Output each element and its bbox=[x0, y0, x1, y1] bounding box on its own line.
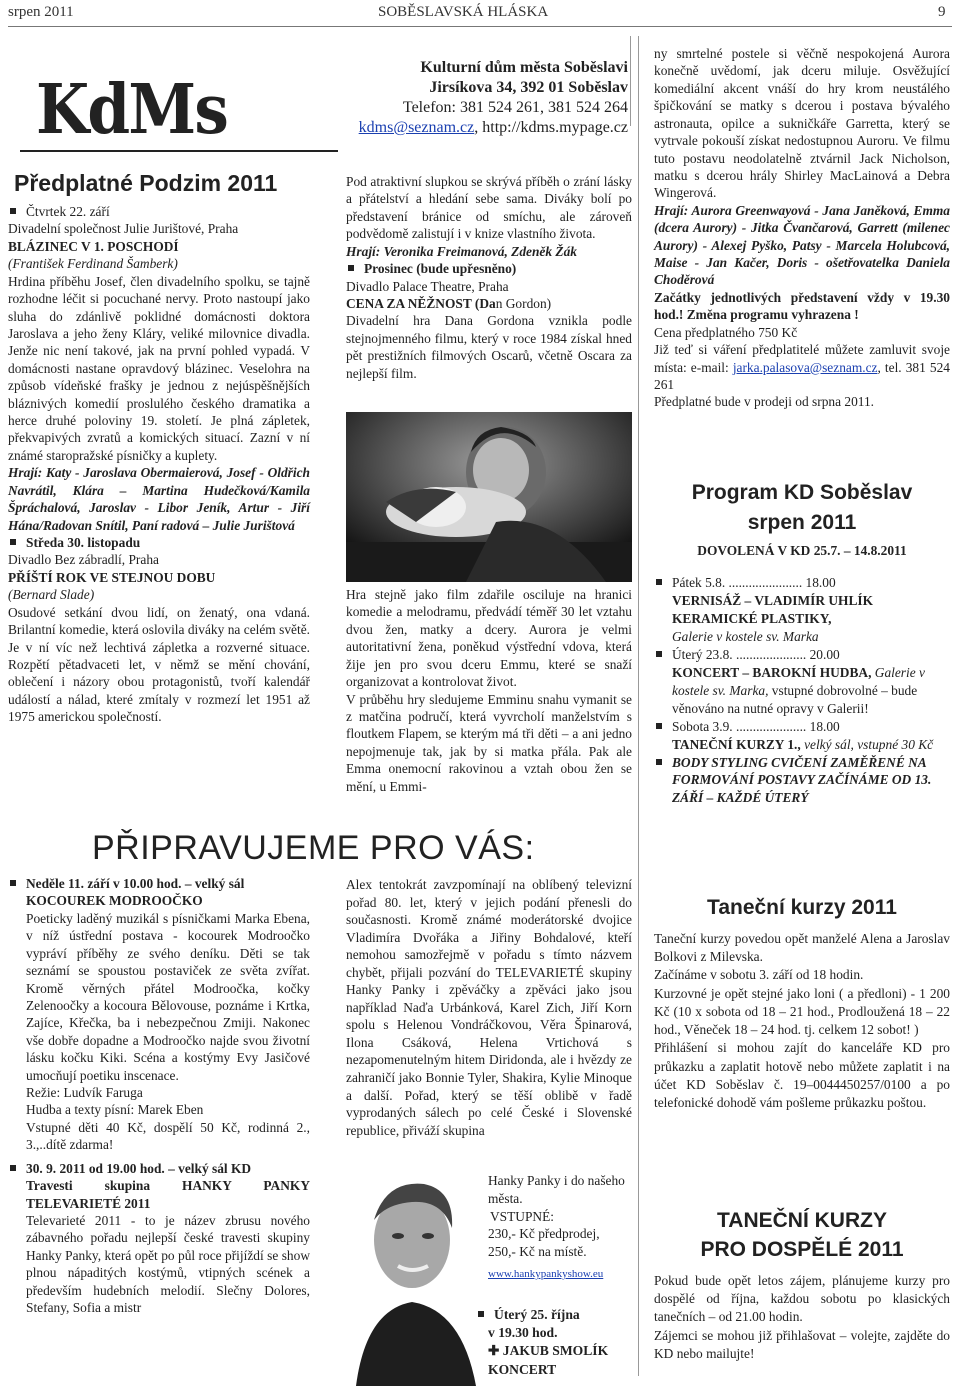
event2-venue: Divadlo Bez zábradlí, Praha bbox=[8, 552, 159, 568]
event-smolik bbox=[476, 1306, 636, 1379]
program-title bbox=[654, 478, 950, 539]
predplatne-col3 bbox=[654, 45, 950, 411]
header-rule bbox=[8, 26, 952, 27]
hankypanky-tickets bbox=[488, 1172, 634, 1282]
kdm-email-link[interactable]: kdms@seznam.cz bbox=[358, 119, 475, 136]
event-smolik-time: v 19.30 hod. bbox=[488, 1325, 558, 1341]
tanecni-p4: Přihlášení si mohou zajít do kanceláře KD pro průkazku a zaplatit hotově nebo můžete zaplatit i na účet KD Soběslav č. 19–0044450257/0100 a po telefonické dohodě vám pošleme průkazku poštou. bbox=[654, 1040, 950, 1110]
predplatne-reserve bbox=[654, 341, 950, 393]
event1-cast: Hrají: Katy - Jaroslava Obermaierová, Josef - Oldřich Navrátil, Klára – Martina Hudečková/Kamila Špráchalová, Jaroslav - Libor Jeník, Artur - Jiří Hána/Radovan Snítil, Paní radová – Julie Jurištová bbox=[8, 465, 310, 533]
program-list bbox=[654, 574, 950, 807]
kdm-address: Jirsíkova 34, 392 01 Soběslav bbox=[429, 79, 628, 96]
tanecni-dospeli-text bbox=[654, 1272, 950, 1363]
event3-story2: V průběhu hry sledujeme Emminu snahu vymanit se z matčina područí, která vyvrcholí manželstvím s floutkem Flapem, se kterým má tři děti – a ani jedno nepojmenuje tak, jak by si matka přála. Pak ale Emma onemocní rakovinou a vztah obou žen se mění, u Emmi- bbox=[346, 691, 632, 794]
event1-text: Hrdina příběhu Josef, člen divadelního spolku, se tajně rozhodne léčit si pocuchané nervy. Proto nastoupí jako sluha do zdánlivě poklidné domácnosti doktora Jaroslava a jeho ženy Kláry, veliké milovnice divadla. Jenže nic není takové, jak na první pohled vypadá. V domácnosti nastane opravdový blázinec. Veselohra na způsob vídeňské frašky je jednou z nejúspěšnějších bláznivých komedií proslulého českého dramatika a herce druhé poloviny 19. století. Je plná zápletek, překvapivých zvratů a komických situací. Zazní v ní známé staropražské písničky a kuplety. bbox=[8, 273, 310, 463]
predplatne-tel: , tel. 381 524 261 bbox=[654, 359, 950, 393]
event3-story: Hra stejně jako film zdařile osciluje na hranici komedie a melodramu, předvádí téměř 30 let vztahu dvou žen, matky a dcery. Aurora je velmi autoritativní žena, poněkud výstřední vdova, která žije jen pro svou dceru Emmu, které se snaží organizovat a kontrolovat život. bbox=[346, 587, 632, 690]
program-item1-date: Pátek 5.8. ...................... 18.00 bbox=[654, 574, 950, 592]
event-hankypanky-price1: 230,- Kč předprodej, bbox=[488, 1226, 600, 1242]
event2-play: PŘÍŠTÍ ROK VE STEJNOU DOBU bbox=[8, 569, 216, 585]
event-hankypanky-date: 30. 9. 2011 od 19.00 hod. – velký sál KD bbox=[8, 1160, 310, 1177]
header-paper-title: SOBĚSLAVSKÁ HLÁSKA bbox=[378, 4, 549, 20]
program-item3-note: velký sál, vstupné 30 Kč bbox=[804, 736, 934, 752]
tanecni-dospeli-title bbox=[654, 1206, 950, 1265]
event3-venue: Divadlo Palace Theatre, Praha bbox=[346, 278, 509, 294]
tanecni-p3: Kurzovné je opět stejné jako loni ( a předloni) - 1 200 Kč (10 x sobota od 18 – 21 hod., Prodloužená 18 – 22 hod., Věneček 18 – 24 hod. tj. celkem 12 sobot! ) bbox=[654, 985, 950, 1038]
event-hankypanky-title: Travesti skupina HANKY PANKY TELEVARIETÉ 2011 bbox=[26, 1178, 310, 1211]
kdm-contact bbox=[270, 58, 628, 138]
event1-venue: Divadelní společnost Julie Jurištové, Praha bbox=[8, 221, 239, 237]
program-item3-title: TANEČNÍ KURZY 1., bbox=[672, 736, 801, 752]
event3-text: Divadelní hra Dana Gordona vznikla podle stejnojmenného filmu, který v roce 1984 získal hned pět prestižních filmových Oscarů, včetně Oscara za nejlepší film. bbox=[346, 313, 632, 381]
predplatne-sale: Předplatné bude v prodeji od srpna 2011. bbox=[654, 394, 875, 410]
event1-author: (František Ferdinand Šamberk) bbox=[8, 256, 178, 272]
program-item3-body bbox=[654, 736, 950, 754]
event-kocourek-director: Režie: Ludvík Faruga bbox=[26, 1085, 143, 1101]
kdm-links bbox=[270, 118, 628, 138]
kdm-phone: Telefon: 381 524 261, 381 524 264 bbox=[402, 99, 628, 116]
tanecni-dospeli-p2: Zájemci se mohou již přihlašovat – volejte, zajděte do KD nebo mailujte! bbox=[654, 1327, 950, 1361]
tanecni-p1: Taneční kurzy povedou opět manželé Alena a Jaroslav Bolkovi z Milevska. bbox=[654, 931, 950, 965]
theater-photo bbox=[346, 412, 632, 582]
event-hankypanky-text: Televarieté 2011 - to je název zbrusu nového zábavného pořadu nejlepší české travesti skupiny Hanky Panky, která opět po půl roce přijíždí se show plnou nápaditých kostýmů, vtipných scének a především hudebních melodií. Slečny Dolores, Stefany, Sofia a mistr bbox=[26, 1213, 310, 1316]
event-kocourek-text: Poeticky laděný muzikál s písničkami Marka Ebena, v níž ústřední postava - kocourek Modroočko vypráví příběhy ze svého deníku. Děti se tak seznámí se spoustou postaviček ze světa zvířat. Kromě věrných přátel Modroočka, kočky Zelenoočky a kocoura Bělovouse, poznáme i Krtka, Zajíce, Křečka, ba i nebezpečnou Zmiji. Nakonec vše dobře dopadne a Modroočko najde svou životní lásku kočku Kiki. Scéna a kostýmy Evy Jasičové umocňují poetiku inscenace. bbox=[26, 910, 310, 1083]
pripravujeme-col2 bbox=[346, 876, 632, 1139]
event-hankypanky-cont2: Hanky Panky i do našeho města. bbox=[488, 1173, 625, 1206]
event3-play-a: CENA ZA NĚŽNOST (Da bbox=[346, 295, 496, 311]
program-item1-place: Galerie v kostele sv. Marka bbox=[672, 628, 819, 644]
program-item2-title: KONCERT – BAROKNÍ HUDBA, bbox=[672, 664, 872, 680]
event2-date: Středa 30. listopadu bbox=[8, 534, 310, 551]
kdm-web: , http://kdms.mypage.cz bbox=[474, 119, 628, 136]
predplatne-email-link[interactable]: jarka.palasova@seznam.cz bbox=[732, 359, 878, 375]
header-page-number: 9 bbox=[938, 4, 946, 20]
program-item3-date: Sobota 3.9. ..................... 18.00 bbox=[654, 718, 950, 736]
event2-cast: Hrají: Veronika Freimanová, Zdeněk Žák bbox=[346, 243, 577, 259]
logo-underline bbox=[20, 150, 338, 152]
theater-photo-image bbox=[346, 412, 632, 582]
pripravujeme-col1 bbox=[8, 875, 310, 1317]
event-smolik-line bbox=[476, 1342, 636, 1378]
event1-play: BLÁZINEC V 1. POSCHODÍ bbox=[8, 238, 179, 254]
header-date: srpen 2011 bbox=[8, 4, 74, 20]
event-smolik-title: JAKUB SMOLÍK KONCERT bbox=[488, 1343, 609, 1377]
hankypanky-web-link[interactable]: www.hankypankyshow.eu bbox=[488, 1268, 604, 1281]
event2-intro: Pod atraktivní slupkou se skrývá příběh o zrání lásky a přátelství a hledání sebe sama. Diváky bolí po představení bránice od smíchu, ale zároveň podvědomě zalistují i v knize vlastního života. bbox=[346, 174, 632, 242]
event-hankypanky-cont: Alex tentokrát zavzpomínají na oblíbený televizní pořad 80. let, který v jejich podání přenesli do současnosti. Kromě známé moderátorské dvojice Vladimíra Dvořáka a Jiřiny Bohdalové, kteří nemohou samozřejmě v pořadu s tímto názvem chybět, přijali pozvání do TELEVARIETÉ skupiny Hanky Panky i zpěváčky a zpěváci jako jsou například Naďa Urbánková, Karel Zich, Jiří Korn spolu s Helenou Vondráčkovou, Věra Špinarová, Ilona Csáková, Helena Vrtichová s nezapomenutelným hitem Diridonda, ale i hvězdy ze zahraničí jako Bonnie Tyler, Shakira, Kylie Minoque a další. Pořad, který se těší oblibě v řadě vyprodaných sálech po celé České i Slovenské republice, přiváží skupina bbox=[346, 877, 632, 1138]
kdm-name: Kulturní dům města Soběslavi bbox=[420, 59, 628, 76]
predplatne-col1 bbox=[8, 203, 310, 726]
program-title-line2: srpen 2011 bbox=[747, 511, 857, 535]
program-item2-place: Galerie v kostele sv. Marka, bbox=[672, 664, 925, 698]
program-item1-title: VERNISÁŽ – VLADIMÍR UHLÍK KERAMICKÉ PLASTIKY, bbox=[672, 592, 874, 626]
event3-cast: Hrají: Aurora Greenwayová - Jana Janěková, Emma (dcera Aurory) - Jitka Čvančarová, Garrett (milenec Aurory) - Alexej Pyško, Patsy - Marcela Holubcová, Maise - Jan Kačer, Doris - ošetřovatelka Daniela Choděrová bbox=[654, 202, 950, 288]
event3-play-b: n Gordon) bbox=[495, 295, 552, 311]
event-kocourek-date: Neděle 11. září v 10.00 hod. – velký sál bbox=[8, 875, 310, 892]
tanecni-title: Taneční kurzy 2011 bbox=[707, 896, 897, 919]
event-kocourek-title: KOCOUREK MODROOČKO bbox=[26, 893, 203, 909]
event-hankypanky-price2: 250,- Kč na místě. bbox=[488, 1244, 587, 1260]
tanecni-p2: Začínáme v sobotu 3. září od 18 hodin. bbox=[654, 967, 864, 983]
program-item2-body bbox=[654, 664, 950, 718]
predplatne-title: Předplatné Podzim 2011 bbox=[14, 170, 278, 196]
program-title-line1: Program KD Soběslav bbox=[691, 481, 913, 504]
event3-date: Prosinec (bude upřesněno) bbox=[346, 260, 632, 277]
event2-text: Osudové setkání dvou lidí, on ženatý, ona vdaná. Brilantní komedie, která oslovila diváky na celém světě. Je v ní víc než lechtivá zápletka a rozverné situace. Rozpětí pětadvaceti let, v němž se mění chování, oblečení i názory obou protagonistů, tvoří kalendář událostí a nálad, které zmítaly v rozmezí let 1951 až 1975 americkou společností. bbox=[8, 604, 310, 725]
event1-date: Čtvrtek 22. září bbox=[8, 203, 310, 220]
predplatne-col2 bbox=[346, 173, 632, 382]
event3-story3: ny smrtelné postele si věčně nespokojená Aurora konečně uvědomí, jak dceru miluje. Osvěžující komediální akcent vnáší do hry krom neustálého špičkování se matky s dcerou i postava bývalého astronauta, opilce a sukničkáře Garretta, který se vytrvale pokouší získat nedostupnou Auroru. Ve filmu tuto postavu neodolatelně ztvárnil Jack Nicholson, matku s dcerou hrály Shirley MacLainová a Debra Wingerová. bbox=[654, 46, 950, 201]
tanecni-dospeli-title-line2: PRO DOSPĚLÉ 2011 bbox=[700, 1238, 904, 1262]
arrow-left-icon: ✚ bbox=[488, 1343, 503, 1359]
predplatne-price: Cena předplatného 750 Kč bbox=[654, 324, 798, 340]
predplatne-start-time: Začátky jednotlivých představení vždy v 19.30 hod.! Změna programu vyhrazena ! bbox=[654, 289, 950, 323]
event2-author: (Bernard Slade) bbox=[8, 587, 95, 603]
tanecni-dospeli-p1: Pokud bude opět letos zájem, plánujeme kurzy pro dospělé od října, každou sobotu po klasických tanečních – od 21.00 hodin. bbox=[654, 1273, 950, 1325]
pripravujeme-title: PŘIPRAVUJEME PRO VÁS: bbox=[92, 829, 535, 867]
singer-portrait-photo bbox=[346, 1170, 484, 1386]
contact-divider bbox=[630, 36, 631, 126]
event-smolik-date: Úterý 25. října bbox=[476, 1306, 636, 1324]
program-holiday: DOVOLENÁ V KD 25.7. – 14.8.2011 bbox=[697, 543, 907, 558]
tanecni-dospeli-title-line1: TANEČNÍ KURZY bbox=[717, 1209, 887, 1232]
event-kocourek-music: Hudba a texty písní: Marek Eben bbox=[26, 1102, 204, 1118]
program-item2-date: Úterý 23.8. ..................... 20.00 bbox=[654, 646, 950, 664]
tanecni-text bbox=[654, 930, 950, 1112]
predplatne-reserve-text: Již teď si váření předplatitelé můžete zamluvit svoje místa: e-mail: bbox=[654, 342, 950, 375]
program-item2-note: vstupné dobrovolné – bude věnováno na nutné opravy v Galerii! bbox=[672, 682, 918, 716]
singer-portrait-image bbox=[346, 1170, 484, 1386]
right-column-divider bbox=[638, 36, 639, 1376]
event-kocourek-price: Vstupné děti 40 Kč, dospělí 50 Kč, rodinná 2., 3.,..dítě zdarma! bbox=[26, 1119, 310, 1153]
event3-play bbox=[346, 295, 632, 312]
predplatne-col2-story bbox=[346, 586, 632, 795]
event-hankypanky-price-label: VSTUPNÉ: bbox=[490, 1208, 554, 1224]
kdms-logo: KdMs bbox=[36, 70, 227, 150]
program-item4: BODY STYLING CVIČENÍ ZAMĚŘENÉ NA FORMOVÁNÍ POSTAVY ZAČÍNÁME OD 13. ZÁŘÍ – KAŽDÉ ÚTERÝ bbox=[654, 754, 950, 808]
